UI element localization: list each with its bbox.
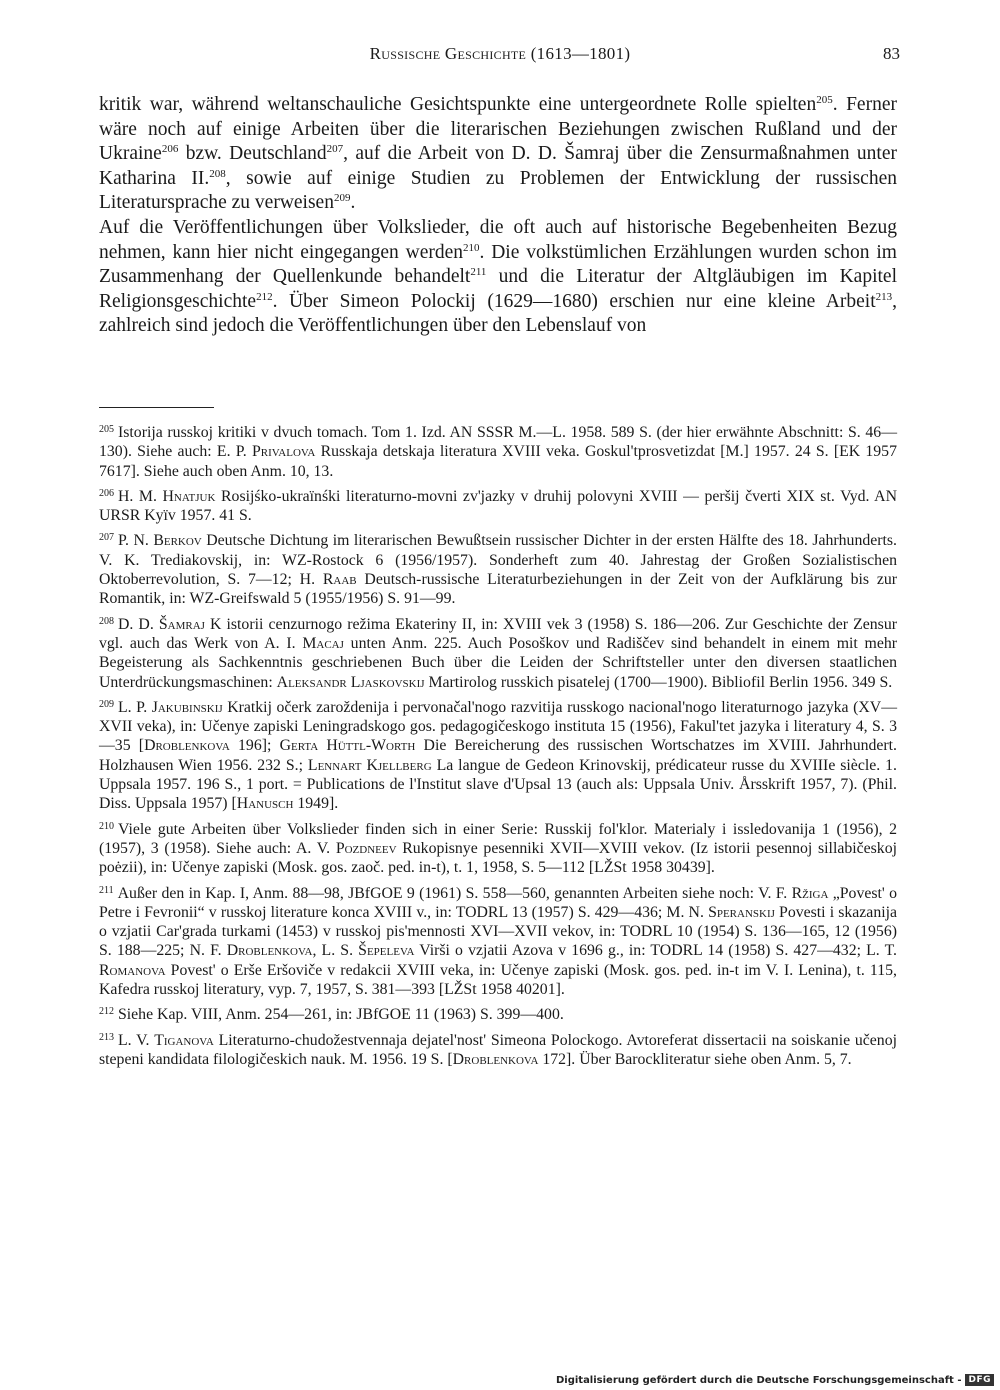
text-run: , sowie auf einige Studien zu Problemen der Entwicklung der russischen Literatursprache zu verweisen — [99, 167, 897, 214]
footnote-number: 210 — [99, 820, 114, 832]
footnote-number: 212 — [99, 1006, 114, 1018]
text-run: , L. S. — [312, 942, 359, 960]
author-name: Droblenkova — [452, 1050, 539, 1068]
author-name: Macaj — [302, 634, 344, 652]
text-run: Istorija russkoj kritiki v dvuch tomach. Tom 1. Izd. AN SSSR M.—L. 1958. 589 S. (der hier erwähnte Abschnitt: S. 46—130). Siehe auch: E. P. — [99, 424, 897, 461]
author-name: Aleksandr Ljaskovskij — [276, 673, 425, 691]
text-run: Russkaja detskaja literatura XVIII veka. Goskul'tprosvetizdat [M.] 1957. 24 S. [EK 1957 7617]. Siehe auch oben Anm. 10, 13. — [99, 443, 897, 480]
text-run: K istorii cenzurnogo režima Ekateriny II, in: XVIII vek 3 (1958) S. 186—206. Zur Geschichte der Zensur vgl. auch das Werk von A. I. — [99, 615, 897, 652]
text-run: bzw. Deutschland — [178, 143, 327, 165]
text-run: Povest' o Erše Eršoviče v redakcii XVIII veka, in: Učenye zapiski (Mosk. gos. ped. in-t im V. I. Lenina), t. 115, Kafedra russkoj literatury, vyp. 7, 1957, S. 381—393 [LŽSt 1958 40201]. — [99, 961, 897, 999]
text-run: Deutsche Dichtung im literarischen Bewußtsein russischer Dichter in der ersten Hälfte des 18. Jahrhunderts. V. K. Trediakovskij, in: WZ-Rostock 6 (1956/1957). Sonderheft zum 40. Jahrestag der Großen Sozialistischen Oktoberrevolution, S. 7—12; H. — [99, 532, 898, 589]
text-run: Literaturno-chudožestvennaja dejatel'nost' Simeona Polockogo. Avtoreferat dissertacii na soiskanie učenoj stepeni kandidata filologičeskich nauk. M. 1956. 19 S. [ — [99, 1031, 897, 1068]
text-run: . Die volkstümlichen Erzählungen wurden schon im Zusammenhang der Quellenkunde behandelt — [99, 241, 897, 288]
author-name: Romanova — [99, 961, 166, 979]
text-run: D. D. — [118, 615, 159, 633]
text-run: Martirolog russkich pisatelej (1700—1900). Bibliofil Berlin 1956. 349 S. — [424, 673, 893, 691]
text-run: Virši o vzjatii Azova v 1696 g., in: TODRL 14 (1958) S. 427—432; L. T. — [414, 942, 898, 960]
author-name: Šamraj — [158, 615, 205, 633]
author-name: Raab — [322, 571, 357, 589]
footnote-number: 209 — [99, 698, 114, 710]
main-text — [99, 93, 897, 339]
page-number: 83 — [883, 44, 900, 63]
text-run: , auf die Arbeit von D. D. Šamraj über die Zensurmaßnahmen unter Katharina II. — [99, 143, 897, 189]
footnote-reference: 212 — [256, 290, 273, 303]
author-name: Droblenkova — [226, 942, 313, 960]
running-header — [100, 40, 900, 70]
text-run: unten Anm. 225. Auch Posoškov und Radiščev sind behandelt in einem mit mehr Begeisterung als Sachkenntnis geschriebenen Buch über die Leiden der Schriftsteller unter den diversen staatlichen Unterdrückungsmaschinen: — [99, 634, 898, 691]
author-name: Hnatjuk — [162, 487, 216, 505]
text-run: Rosijśko-ukraïnśki literaturno-movni zv'jazky v druhij polovyni XVIII — peršij čverti XIX st. Vyd. AN URSR Kyïv 1957. 41 S. — [99, 487, 897, 525]
text-run: L. P. — [118, 698, 152, 716]
dfg-logo: DFG — [965, 1374, 994, 1386]
author-name: Gerta Hüttl-Worth — [279, 737, 416, 755]
text-run: H. M. — [118, 487, 163, 505]
footnote-reference: 205 — [816, 94, 833, 106]
footnote-209 — [99, 698, 897, 814]
text-run: L. V. — [118, 1031, 155, 1049]
body-paragraph — [99, 216, 897, 339]
text-run: 1949]. — [293, 795, 339, 813]
footnote-number: 205 — [99, 424, 114, 435]
text-run: und die Literatur der Altgläubigen im Kapitel Religionsgeschichte — [99, 266, 897, 312]
text-run: Siehe Kap. VIII, Anm. 254—261, in: JBfGOE 11 (1963) S. 399—400. — [118, 1006, 564, 1024]
text-run: Die Bereicherung des russischen Wortschatzes im XVIII. Jahrhundert. Holzhausen Wien 1956. 232 S.; — [99, 737, 897, 774]
author-name: Lennart Kjellberg — [307, 756, 432, 774]
footnote-reference: 208 — [209, 167, 226, 180]
text-run: . — [350, 192, 356, 214]
running-title: Russische Geschichte (1613—1801) — [369, 44, 631, 63]
text-run: , zahlreich sind jedoch die Veröffentlichungen über den Lebenslauf von — [99, 290, 897, 337]
text-run: P. N. — [118, 532, 154, 550]
footnote-number: 207 — [99, 532, 114, 544]
text-run: Kratkij očerk zaroždenija i pervonačal'nogo razvitija russkogo nacional'nogo literaturnogo jazyka (XV—XVII veka), in: Učenye zapiski Leningradskogo gos. pedagogičeskogo instituta 15 (1956), Fakul'tet jazyka i literatury 4, S. 3—35 [ — [99, 698, 898, 755]
author-name: Pozdneev — [335, 839, 397, 857]
text-run: Rukopisnye pesenniki XVII—XVIII vekov. (Iz istorii pesennoj sillabičeskoj poėzii), in: Učenye zapiski (Mosk. gos. zaoč. ped. in-t), t. 1, 1958, S. 5—112 [LŽSt 1958 30439]. — [99, 839, 897, 877]
text-run: kritik war, während weltanschauliche Gesichtspunkte eine untergeordnete Rolle spielten — [99, 94, 817, 115]
footnote-number: 206 — [99, 487, 114, 499]
credit-text: Digitalisierung gefördert durch die Deutsche Forschungsgemeinschaft - — [555, 1374, 962, 1386]
author-name: Berkov — [153, 532, 202, 550]
footnotes — [99, 423, 897, 1075]
text-run: „Povest' o Petre i Fevronii“ v russkoj literature konca XVIII v., in: TODRL 13 (1957) S. 429—436; M. N. — [99, 884, 897, 921]
footnote-reference: 213 — [875, 290, 893, 303]
footnote-separator — [99, 407, 214, 408]
footnote-207 — [99, 531, 897, 608]
footnote-208 — [99, 615, 897, 692]
author-name: Speranskij — [708, 903, 775, 921]
footnote-number: 211 — [99, 884, 114, 896]
footnote-reference: 207 — [326, 143, 344, 156]
text-run: Außer den in Kap. I, Anm. 88—98, JBfGOE 9 (1961) S. 558—560, genannten Arbeiten siehe noch: V. F. — [117, 884, 792, 902]
footnote-205 — [99, 423, 897, 481]
author-name: Ržiga — [791, 884, 829, 902]
body-paragraph — [99, 93, 897, 216]
text-run: Deutsch-russische Literaturbeziehungen in der Zeit von der Aufklärung bis zur Romantik, in: WZ-Greifswald 5 (1955/1956) S. 91—99. — [99, 571, 897, 608]
author-name: Šepeleva — [358, 942, 415, 960]
footnote-reference: 211 — [470, 266, 487, 279]
footnote-206 — [99, 487, 897, 526]
footnote-number: 208 — [99, 615, 114, 627]
author-name: Privalova — [251, 443, 316, 461]
footnote-210 — [99, 820, 897, 878]
footnote-213 — [99, 1031, 897, 1070]
footnote-212 — [99, 1005, 897, 1024]
text-run: La langue de Gedeon Krinovskij, prédicateur russe du XVIIIe siècle. 1. Uppsala 1957. 196 S., 1 port. = Publications de l'Institut slave d'Upsal 13 (auch als: Uppsala Univ. Årsskrift 1957, 7). (Phil. Diss. Uppsala 1957) [ — [99, 756, 897, 813]
text-run: . Ferner wäre noch auf einige Arbeiten über die literarischen Beziehungen zwischen Rußland und der Ukraine — [99, 94, 897, 165]
text-run: . Über Simeon Polockij (1629—1680) erschien nur eine kleine Arbeit — [272, 290, 876, 312]
author-name: Tiganova — [154, 1031, 214, 1049]
text-run: Viele gute Arbeiten über Volkslieder finden sich in einer Serie: Russkij fol'klor. Materialy i issledovanija 1 (1956), 2 (1957), 3 (1958). Siehe auch: A. V. — [99, 820, 897, 857]
text-run: 172]. Über Barockliteratur siehe oben Anm. 5, 7. — [538, 1050, 852, 1068]
author-name: Hanusch — [236, 795, 294, 813]
digitization-credit — [556, 1374, 994, 1386]
author-name: Droblenkova — [144, 737, 230, 755]
author-name: Jakubinskij — [151, 698, 223, 716]
footnote-reference: 206 — [161, 143, 179, 156]
footnote-number: 213 — [99, 1031, 114, 1043]
text-run: Povesti i skazanija o vzjatii Car'grada turkami (1453) v russkoj pis'mennosti XVI—XVII vekov, in: TODRL 10 (1954) S. 136—165, 12 (1956) S. 188—225; N. F. — [99, 903, 898, 960]
text-run: 196]; — [229, 737, 280, 755]
footnote-reference: 210 — [463, 241, 480, 254]
footnote-reference: 209 — [333, 192, 351, 205]
footnote-211 — [99, 884, 897, 1000]
text-run: Auf die Veröffentlichungen über Volkslieder, die oft auch auf historische Begebenheiten Bezug nehmen, kann hier nicht eingegangen werden — [99, 216, 897, 263]
